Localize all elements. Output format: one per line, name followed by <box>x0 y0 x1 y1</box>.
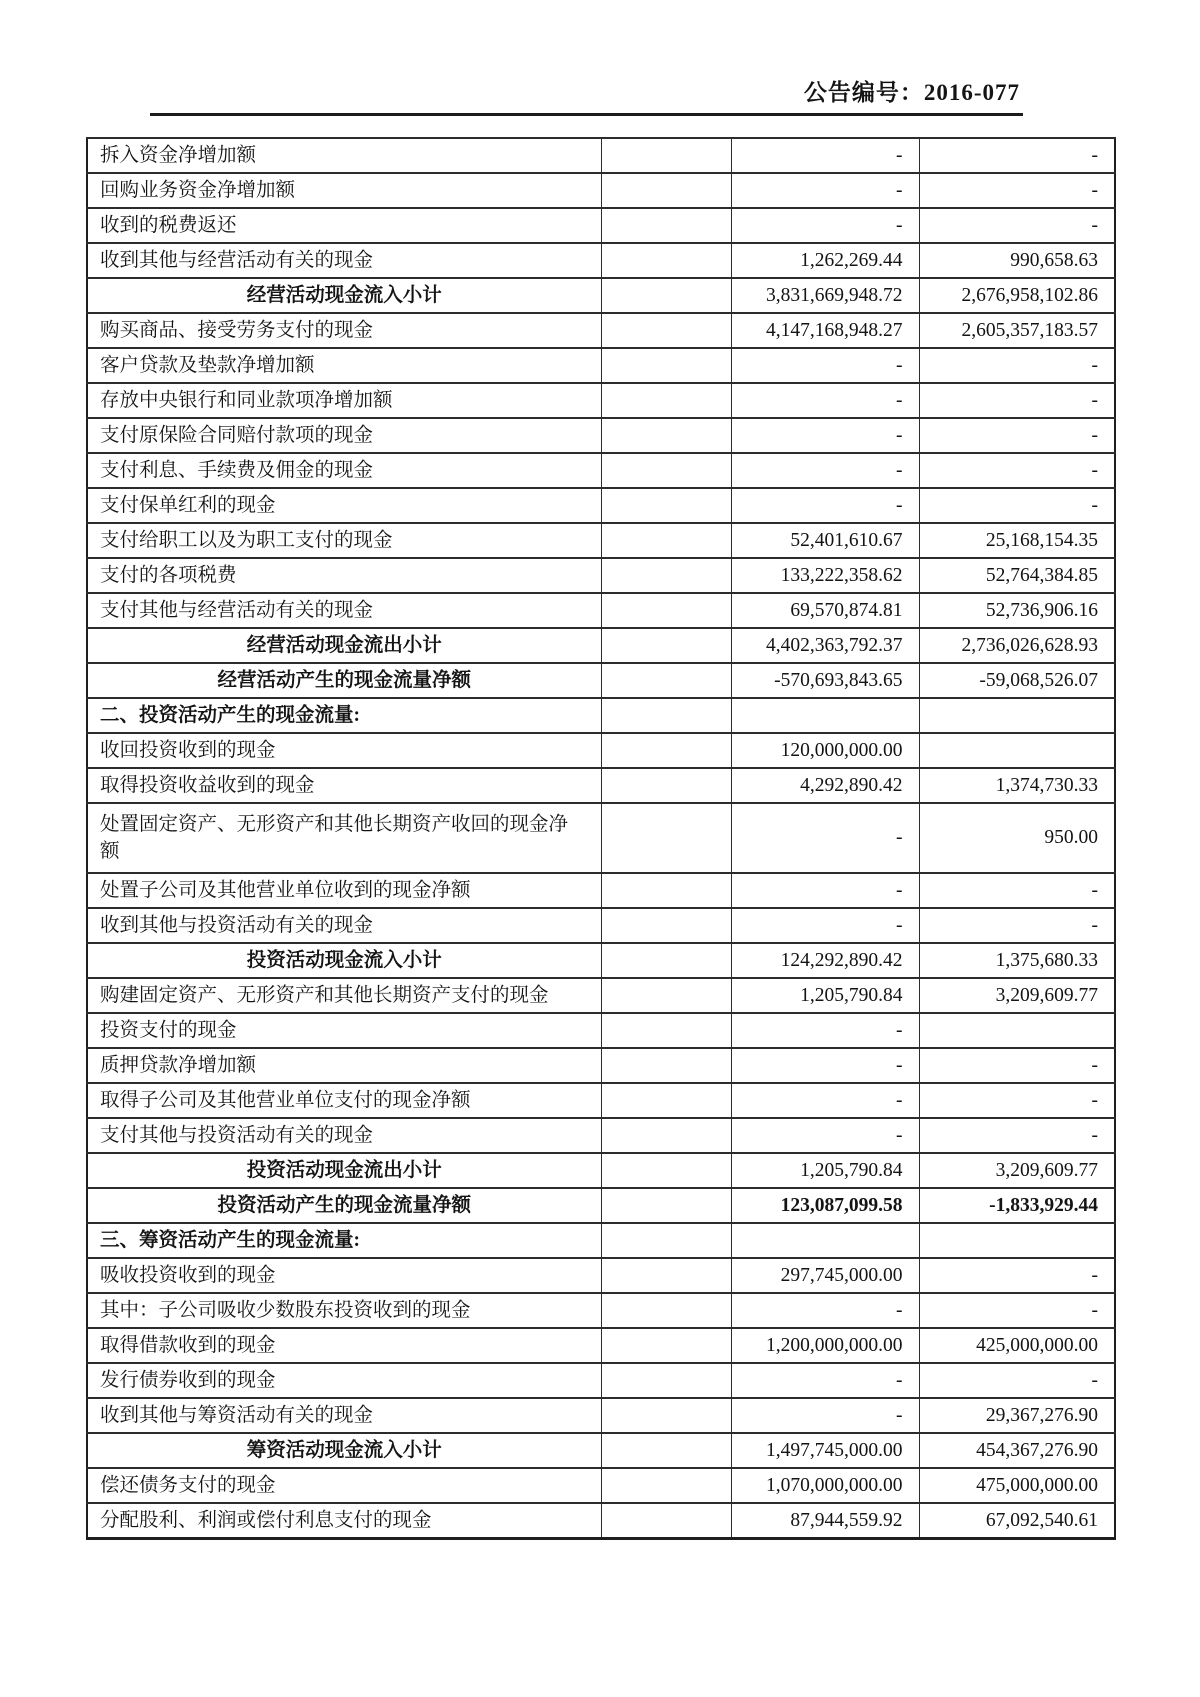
item-label-cell: 吸收投资收到的现金 <box>87 1258 601 1293</box>
current-period-cell: - <box>731 138 919 173</box>
section-row <box>87 1223 1115 1258</box>
prior-period-cell: - <box>919 488 1115 523</box>
note-cell <box>601 663 731 698</box>
current-period-cell: 1,205,790.84 <box>731 1153 919 1188</box>
current-period-cell: - <box>731 208 919 243</box>
table-row <box>87 173 1115 208</box>
prior-period-cell: 475,000,000.00 <box>919 1468 1115 1503</box>
current-period-cell: - <box>731 383 919 418</box>
table-row <box>87 733 1115 768</box>
item-label-cell: 取得借款收到的现金 <box>87 1328 601 1363</box>
subtotal-row <box>87 1433 1115 1468</box>
current-period-cell: - <box>731 173 919 208</box>
item-label-cell: 三、筹资活动产生的现金流量: <box>87 1223 601 1258</box>
note-cell <box>601 733 731 768</box>
prior-period-cell: 52,764,384.85 <box>919 558 1115 593</box>
current-period-cell: 52,401,610.67 <box>731 523 919 558</box>
header-divider <box>150 113 1023 116</box>
current-period-cell: 124,292,890.42 <box>731 943 919 978</box>
table-row <box>87 768 1115 803</box>
prior-period-cell: 52,736,906.16 <box>919 593 1115 628</box>
current-period-cell: - <box>731 1013 919 1048</box>
prior-period-cell <box>919 1223 1115 1258</box>
current-period-cell: 1,262,269.44 <box>731 243 919 278</box>
table-row <box>87 1398 1115 1433</box>
note-cell <box>601 593 731 628</box>
table-row <box>87 1503 1115 1539</box>
table-row <box>87 418 1115 453</box>
cash-flow-table <box>86 137 1116 1540</box>
prior-period-cell: - <box>919 208 1115 243</box>
table-row <box>87 453 1115 488</box>
announcement-number: 公告编号：2016-077 <box>803 80 1020 105</box>
current-period-cell: - <box>731 803 919 873</box>
prior-period-cell: 950.00 <box>919 803 1115 873</box>
prior-period-cell: -1,833,929.44 <box>919 1188 1115 1223</box>
current-period-cell: - <box>731 348 919 383</box>
note-cell <box>601 698 731 733</box>
table-row <box>87 593 1115 628</box>
item-label-cell: 回购业务资金净增加额 <box>87 173 601 208</box>
table-row <box>87 1258 1115 1293</box>
note-cell <box>601 1048 731 1083</box>
note-cell <box>601 173 731 208</box>
table-row <box>87 1468 1115 1503</box>
note-cell <box>601 1083 731 1118</box>
prior-period-cell <box>919 698 1115 733</box>
table-row <box>87 1013 1115 1048</box>
subtotal-row <box>87 1188 1115 1223</box>
prior-period-cell: 2,676,958,102.86 <box>919 278 1115 313</box>
prior-period-cell: 3,209,609.77 <box>919 1153 1115 1188</box>
item-label-cell: 支付利息、手续费及佣金的现金 <box>87 453 601 488</box>
item-label-cell: 分配股利、利润或偿付利息支付的现金 <box>87 1503 601 1539</box>
prior-period-cell: - <box>919 383 1115 418</box>
item-label-cell: 支付的各项税费 <box>87 558 601 593</box>
current-period-cell: - <box>731 1048 919 1083</box>
table-row <box>87 313 1115 348</box>
note-cell <box>601 418 731 453</box>
item-label-cell: 取得投资收益收到的现金 <box>87 768 601 803</box>
note-cell <box>601 313 731 348</box>
table-row <box>87 1328 1115 1363</box>
item-label-cell: 处置子公司及其他营业单位收到的现金净额 <box>87 873 601 908</box>
item-label-cell: 收到的税费返还 <box>87 208 601 243</box>
prior-period-cell: - <box>919 1048 1115 1083</box>
item-label-cell: 购买商品、接受劳务支付的现金 <box>87 313 601 348</box>
item-label-cell: 拆入资金净增加额 <box>87 138 601 173</box>
item-label-cell: 客户贷款及垫款净增加额 <box>87 348 601 383</box>
prior-period-cell: 990,658.63 <box>919 243 1115 278</box>
current-period-cell: - <box>731 1083 919 1118</box>
prior-period-cell: - <box>919 1293 1115 1328</box>
note-cell <box>601 1223 731 1258</box>
item-label-cell: 经营活动现金流出小计 <box>87 628 601 663</box>
note-cell <box>601 208 731 243</box>
item-label-cell: 支付其他与投资活动有关的现金 <box>87 1118 601 1153</box>
current-period-cell: - <box>731 1363 919 1398</box>
item-label-cell: 支付原保险合同赔付款项的现金 <box>87 418 601 453</box>
current-period-cell: - <box>731 1118 919 1153</box>
current-period-cell <box>731 1223 919 1258</box>
prior-period-cell: - <box>919 1363 1115 1398</box>
prior-period-cell: 67,092,540.61 <box>919 1503 1115 1539</box>
table-row <box>87 348 1115 383</box>
table-row <box>87 908 1115 943</box>
note-cell <box>601 628 731 663</box>
item-label-cell: 收到其他与经营活动有关的现金 <box>87 243 601 278</box>
prior-period-cell: 425,000,000.00 <box>919 1328 1115 1363</box>
table-row <box>87 523 1115 558</box>
note-cell <box>601 768 731 803</box>
item-label-cell: 筹资活动现金流入小计 <box>87 1433 601 1468</box>
note-cell <box>601 383 731 418</box>
note-cell <box>601 453 731 488</box>
note-cell <box>601 138 731 173</box>
note-cell <box>601 1503 731 1539</box>
table-row <box>87 873 1115 908</box>
item-label-cell: 投资支付的现金 <box>87 1013 601 1048</box>
table-row <box>87 1363 1115 1398</box>
prior-period-cell: - <box>919 173 1115 208</box>
current-period-cell: - <box>731 418 919 453</box>
item-label-cell: 经营活动产生的现金流量净额 <box>87 663 601 698</box>
note-cell <box>601 1013 731 1048</box>
current-period-cell: 4,147,168,948.27 <box>731 313 919 348</box>
table-row <box>87 1048 1115 1083</box>
table-row <box>87 1118 1115 1153</box>
prior-period-cell: 454,367,276.90 <box>919 1433 1115 1468</box>
item-label-cell: 存放中央银行和同业款项净增加额 <box>87 383 601 418</box>
note-cell <box>601 978 731 1013</box>
current-period-cell: - <box>731 1398 919 1433</box>
current-period-cell: 4,402,363,792.37 <box>731 628 919 663</box>
prior-period-cell: - <box>919 418 1115 453</box>
item-label-cell: 支付其他与经营活动有关的现金 <box>87 593 601 628</box>
table-row <box>87 208 1115 243</box>
item-label-cell: 二、投资活动产生的现金流量: <box>87 698 601 733</box>
current-period-cell: 297,745,000.00 <box>731 1258 919 1293</box>
subtotal-row <box>87 943 1115 978</box>
current-period-cell: -570,693,843.65 <box>731 663 919 698</box>
note-cell <box>601 873 731 908</box>
prior-period-cell <box>919 733 1115 768</box>
table-row <box>87 138 1115 173</box>
table-row <box>87 558 1115 593</box>
prior-period-cell: - <box>919 453 1115 488</box>
note-cell <box>601 943 731 978</box>
note-cell <box>601 1118 731 1153</box>
note-cell <box>601 558 731 593</box>
prior-period-cell: - <box>919 1258 1115 1293</box>
current-period-cell: 1,070,000,000.00 <box>731 1468 919 1503</box>
item-label-cell: 收到其他与投资活动有关的现金 <box>87 908 601 943</box>
note-cell <box>601 243 731 278</box>
prior-period-cell <box>919 1013 1115 1048</box>
note-cell <box>601 908 731 943</box>
prior-period-cell: 1,375,680.33 <box>919 943 1115 978</box>
note-cell <box>601 1258 731 1293</box>
note-cell <box>601 1433 731 1468</box>
note-cell <box>601 1363 731 1398</box>
prior-period-cell: - <box>919 348 1115 383</box>
current-period-cell: - <box>731 908 919 943</box>
subtotal-row <box>87 628 1115 663</box>
current-period-cell: 1,205,790.84 <box>731 978 919 1013</box>
note-cell <box>601 523 731 558</box>
prior-period-cell: - <box>919 1118 1115 1153</box>
item-label-cell: 投资活动现金流入小计 <box>87 943 601 978</box>
item-label-cell: 投资活动现金流出小计 <box>87 1153 601 1188</box>
subtotal-row <box>87 663 1115 698</box>
note-cell <box>601 1153 731 1188</box>
current-period-cell: - <box>731 1293 919 1328</box>
current-period-cell: 133,222,358.62 <box>731 558 919 593</box>
prior-period-cell: 29,367,276.90 <box>919 1398 1115 1433</box>
prior-period-cell: - <box>919 908 1115 943</box>
item-label-cell: 经营活动现金流入小计 <box>87 278 601 313</box>
current-period-cell: 3,831,669,948.72 <box>731 278 919 313</box>
note-cell <box>601 278 731 313</box>
item-label-cell: 收到其他与筹资活动有关的现金 <box>87 1398 601 1433</box>
section-row <box>87 698 1115 733</box>
current-period-cell: 123,087,099.58 <box>731 1188 919 1223</box>
prior-period-cell: 2,605,357,183.57 <box>919 313 1115 348</box>
item-label-cell: 取得子公司及其他营业单位支付的现金净额 <box>87 1083 601 1118</box>
item-label-cell: 其中：子公司吸收少数股东投资收到的现金 <box>87 1293 601 1328</box>
table-row <box>87 383 1115 418</box>
note-cell <box>601 1468 731 1503</box>
current-period-cell: 1,497,745,000.00 <box>731 1433 919 1468</box>
current-period-cell: 69,570,874.81 <box>731 593 919 628</box>
table-row <box>87 243 1115 278</box>
table-row <box>87 803 1115 873</box>
item-label-cell: 质押贷款净增加额 <box>87 1048 601 1083</box>
table-row <box>87 978 1115 1013</box>
current-period-cell: - <box>731 873 919 908</box>
prior-period-cell: 25,168,154.35 <box>919 523 1115 558</box>
table-row <box>87 1293 1115 1328</box>
item-label-cell: 投资活动产生的现金流量净额 <box>87 1188 601 1223</box>
current-period-cell: 120,000,000.00 <box>731 733 919 768</box>
note-cell <box>601 1188 731 1223</box>
current-period-cell: - <box>731 488 919 523</box>
prior-period-cell: 1,374,730.33 <box>919 768 1115 803</box>
prior-period-cell: 2,736,026,628.93 <box>919 628 1115 663</box>
prior-period-cell: - <box>919 873 1115 908</box>
item-label-cell: 支付给职工以及为职工支付的现金 <box>87 523 601 558</box>
current-period-cell: 4,292,890.42 <box>731 768 919 803</box>
item-label-cell: 处置固定资产、无形资产和其他长期资产收回的现金净额 <box>87 803 601 873</box>
table-row <box>87 488 1115 523</box>
note-cell <box>601 1328 731 1363</box>
current-period-cell <box>731 698 919 733</box>
item-label-cell: 偿还债务支付的现金 <box>87 1468 601 1503</box>
note-cell <box>601 1398 731 1433</box>
prior-period-cell: -59,068,526.07 <box>919 663 1115 698</box>
cash-flow-table-body <box>87 138 1115 1539</box>
note-cell <box>601 803 731 873</box>
item-label-cell: 收回投资收到的现金 <box>87 733 601 768</box>
item-label-cell: 发行债券收到的现金 <box>87 1363 601 1398</box>
prior-period-cell: - <box>919 138 1115 173</box>
note-cell <box>601 348 731 383</box>
note-cell <box>601 488 731 523</box>
note-cell <box>601 1293 731 1328</box>
subtotal-row <box>87 278 1115 313</box>
subtotal-row <box>87 1153 1115 1188</box>
item-label-cell: 支付保单红利的现金 <box>87 488 601 523</box>
table-row <box>87 1083 1115 1118</box>
prior-period-cell: - <box>919 1083 1115 1118</box>
item-label-cell: 购建固定资产、无形资产和其他长期资产支付的现金 <box>87 978 601 1013</box>
current-period-cell: 87,944,559.92 <box>731 1503 919 1539</box>
prior-period-cell: 3,209,609.77 <box>919 978 1115 1013</box>
current-period-cell: - <box>731 453 919 488</box>
current-period-cell: 1,200,000,000.00 <box>731 1328 919 1363</box>
